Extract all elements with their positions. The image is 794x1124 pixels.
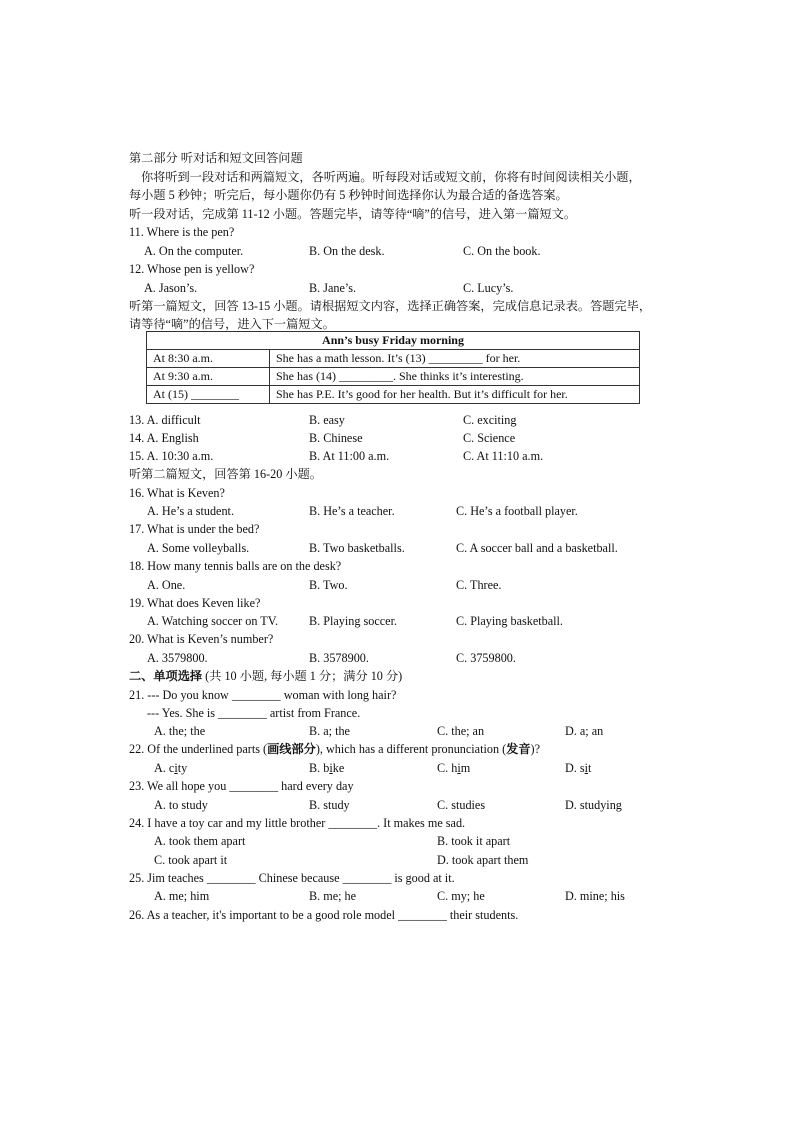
option-d: D. sit <box>565 761 592 775</box>
option-d: D. a; an <box>565 724 604 738</box>
underlined-letter: i <box>584 761 589 775</box>
question-25: 25. Jim teaches ________ Chinese because ________ is good at it. <box>129 871 455 885</box>
option-c: C. the; an <box>437 724 485 738</box>
table-row <box>147 350 640 368</box>
option-c: C. exciting <box>463 413 517 427</box>
option-c: C. A soccer ball and a basketball. <box>456 541 618 555</box>
question-24: 24. I have a toy car and my little brother ________. It makes me sad. <box>129 816 466 830</box>
option-a: 14. A. English <box>129 431 199 445</box>
q22-text: ), which has a different pronunciation ( <box>315 742 507 756</box>
instruction-line: 听第二篇短文，回答第 16-20 小题。 <box>129 467 322 481</box>
option-a: A. took them apart <box>154 834 246 848</box>
underlined-letter: i <box>457 761 461 775</box>
table-cell-time: At 8:30 a.m. <box>147 350 270 368</box>
option-b: B. took it apart <box>437 834 511 848</box>
option-b: B. easy <box>309 413 345 427</box>
info-record-table <box>146 331 640 404</box>
instruction-line: 请等待“嘀”的信号，进入下一篇短文。 <box>129 317 335 331</box>
section-heading: 第二部分 听对话和短文回答问题 <box>129 151 303 165</box>
question-20: 20. What is Keven’s number? <box>129 632 274 646</box>
option-b: B. study <box>309 798 350 812</box>
option-a: A. Some volleyballs. <box>147 541 250 555</box>
option-b: B. On the desk. <box>309 244 385 258</box>
question-21: 21. --- Do you know ________ woman with long hair? <box>129 688 397 702</box>
option-b: B. Playing soccer. <box>309 614 398 628</box>
option-c: C. At 11:10 a.m. <box>463 449 544 463</box>
table-cell-time: At 9:30 a.m. <box>147 368 270 386</box>
option-a: A. On the computer. <box>144 244 244 258</box>
option-a: A. me; him <box>154 889 210 903</box>
option-a: A. the; the <box>154 724 206 738</box>
underlined-letter: i <box>174 761 178 775</box>
option-a: A. Jason’s. <box>144 281 198 295</box>
option-b: B. Two. <box>309 578 348 592</box>
question-17: 17. What is under the bed? <box>129 522 260 536</box>
option-a: A. He’s a student. <box>147 504 234 518</box>
option-c: C. On the book. <box>463 244 541 258</box>
question-12: 12. Whose pen is yellow? <box>129 262 255 276</box>
option-c: C. 3759800. <box>456 651 516 665</box>
question-18: 18. How many tennis balls are on the desk? <box>129 559 342 573</box>
section-heading-title: 二、单项选择 <box>129 669 203 683</box>
option-c: C. Science <box>463 431 516 445</box>
option-c: C. Three. <box>456 578 502 592</box>
question-21-line2: --- Yes. She is ________ artist from France. <box>147 706 361 720</box>
option-b: B. Two basketballs. <box>309 541 405 555</box>
table-cell-time: At (15) ________ <box>147 386 270 404</box>
instruction-line: 你将听到一段对话和两篇短文，各听两遍。听每段对话或短文前，你将有时间阅读相关小题， <box>141 170 641 184</box>
table-row <box>147 386 640 404</box>
option-a: 15. A. 10:30 a.m. <box>129 449 214 463</box>
table-cell-info: She has P.E. It’s good for her health. But it’s difficult for her. <box>270 386 640 404</box>
option-c: C. Playing basketball. <box>456 614 563 628</box>
option-a: A. One. <box>147 578 186 592</box>
option-c: C. He’s a football player. <box>456 504 578 518</box>
instruction-line: 听第一篇短文，回答 13-15 小题。请根据短文内容，选择正确答案，完成信息记录表。答题完毕， <box>129 299 652 313</box>
option-b: B. me; he <box>309 889 357 903</box>
q22-text: )? <box>530 742 540 756</box>
option-d: D. took apart them <box>437 853 529 867</box>
option-b: B. a; the <box>309 724 350 738</box>
option-a: A. to study <box>154 798 208 812</box>
q22-cn-note: 画线部分 <box>267 742 316 756</box>
table-cell-info: She has a math lesson. It’s (13) _________ for her. <box>270 350 640 368</box>
option-c: C. my; he <box>437 889 485 903</box>
option-a: A. Watching soccer on TV. <box>147 614 279 628</box>
question-26: 26. As a teacher, it's important to be a good role model ________ their students. <box>129 908 519 922</box>
question-19: 19. What does Keven like? <box>129 596 261 610</box>
option-d: D. studying <box>565 798 622 812</box>
question-11: 11. Where is the pen? <box>129 225 235 239</box>
option-d: D. mine; his <box>565 889 625 903</box>
table-title: Ann’s busy Friday morning <box>147 332 640 350</box>
option-b: B. 3578900. <box>309 651 369 665</box>
q22-cn-note: 发音 <box>506 742 531 756</box>
option-b: B. At 11:00 a.m. <box>309 449 390 463</box>
option-a: A. city <box>154 761 188 775</box>
section-heading-note: (共 10 小题, 每小题 1 分；满分 10 分) <box>205 669 403 683</box>
table-row <box>147 368 640 386</box>
option-b: B. Jane’s. <box>309 281 357 295</box>
q22-text: 22. Of the underlined parts ( <box>129 742 268 756</box>
table-cell-info: She has (14) _________. She thinks it’s interesting. <box>270 368 640 386</box>
instruction-line: 每小题 5 秒钟；听完后，每小题你仍有 5 秒钟时间选择你认为最合适的备选答案。 <box>129 188 568 202</box>
section-heading <box>129 668 402 684</box>
option-a: A. 3579800. <box>147 651 208 665</box>
instruction-line: 听一段对话，完成第 11-12 小题。答题完毕，请等待“嘀”的信号，进入第一篇短文。 <box>129 207 577 221</box>
option-c: C. Lucy’s. <box>463 281 514 295</box>
option-b: B. Chinese <box>309 431 363 445</box>
question-16: 16. What is Keven? <box>129 486 225 500</box>
question-23: 23. We all hope you ________ hard every day <box>129 779 354 793</box>
question-22 <box>129 741 540 757</box>
option-c: C. him <box>437 761 471 775</box>
option-b: B. bike <box>309 761 345 775</box>
option-a: 13. A. difficult <box>129 413 201 427</box>
option-c: C. studies <box>437 798 486 812</box>
option-b: B. He’s a teacher. <box>309 504 395 518</box>
underlined-letter: i <box>329 761 333 775</box>
option-c: C. took apart it <box>154 853 228 867</box>
